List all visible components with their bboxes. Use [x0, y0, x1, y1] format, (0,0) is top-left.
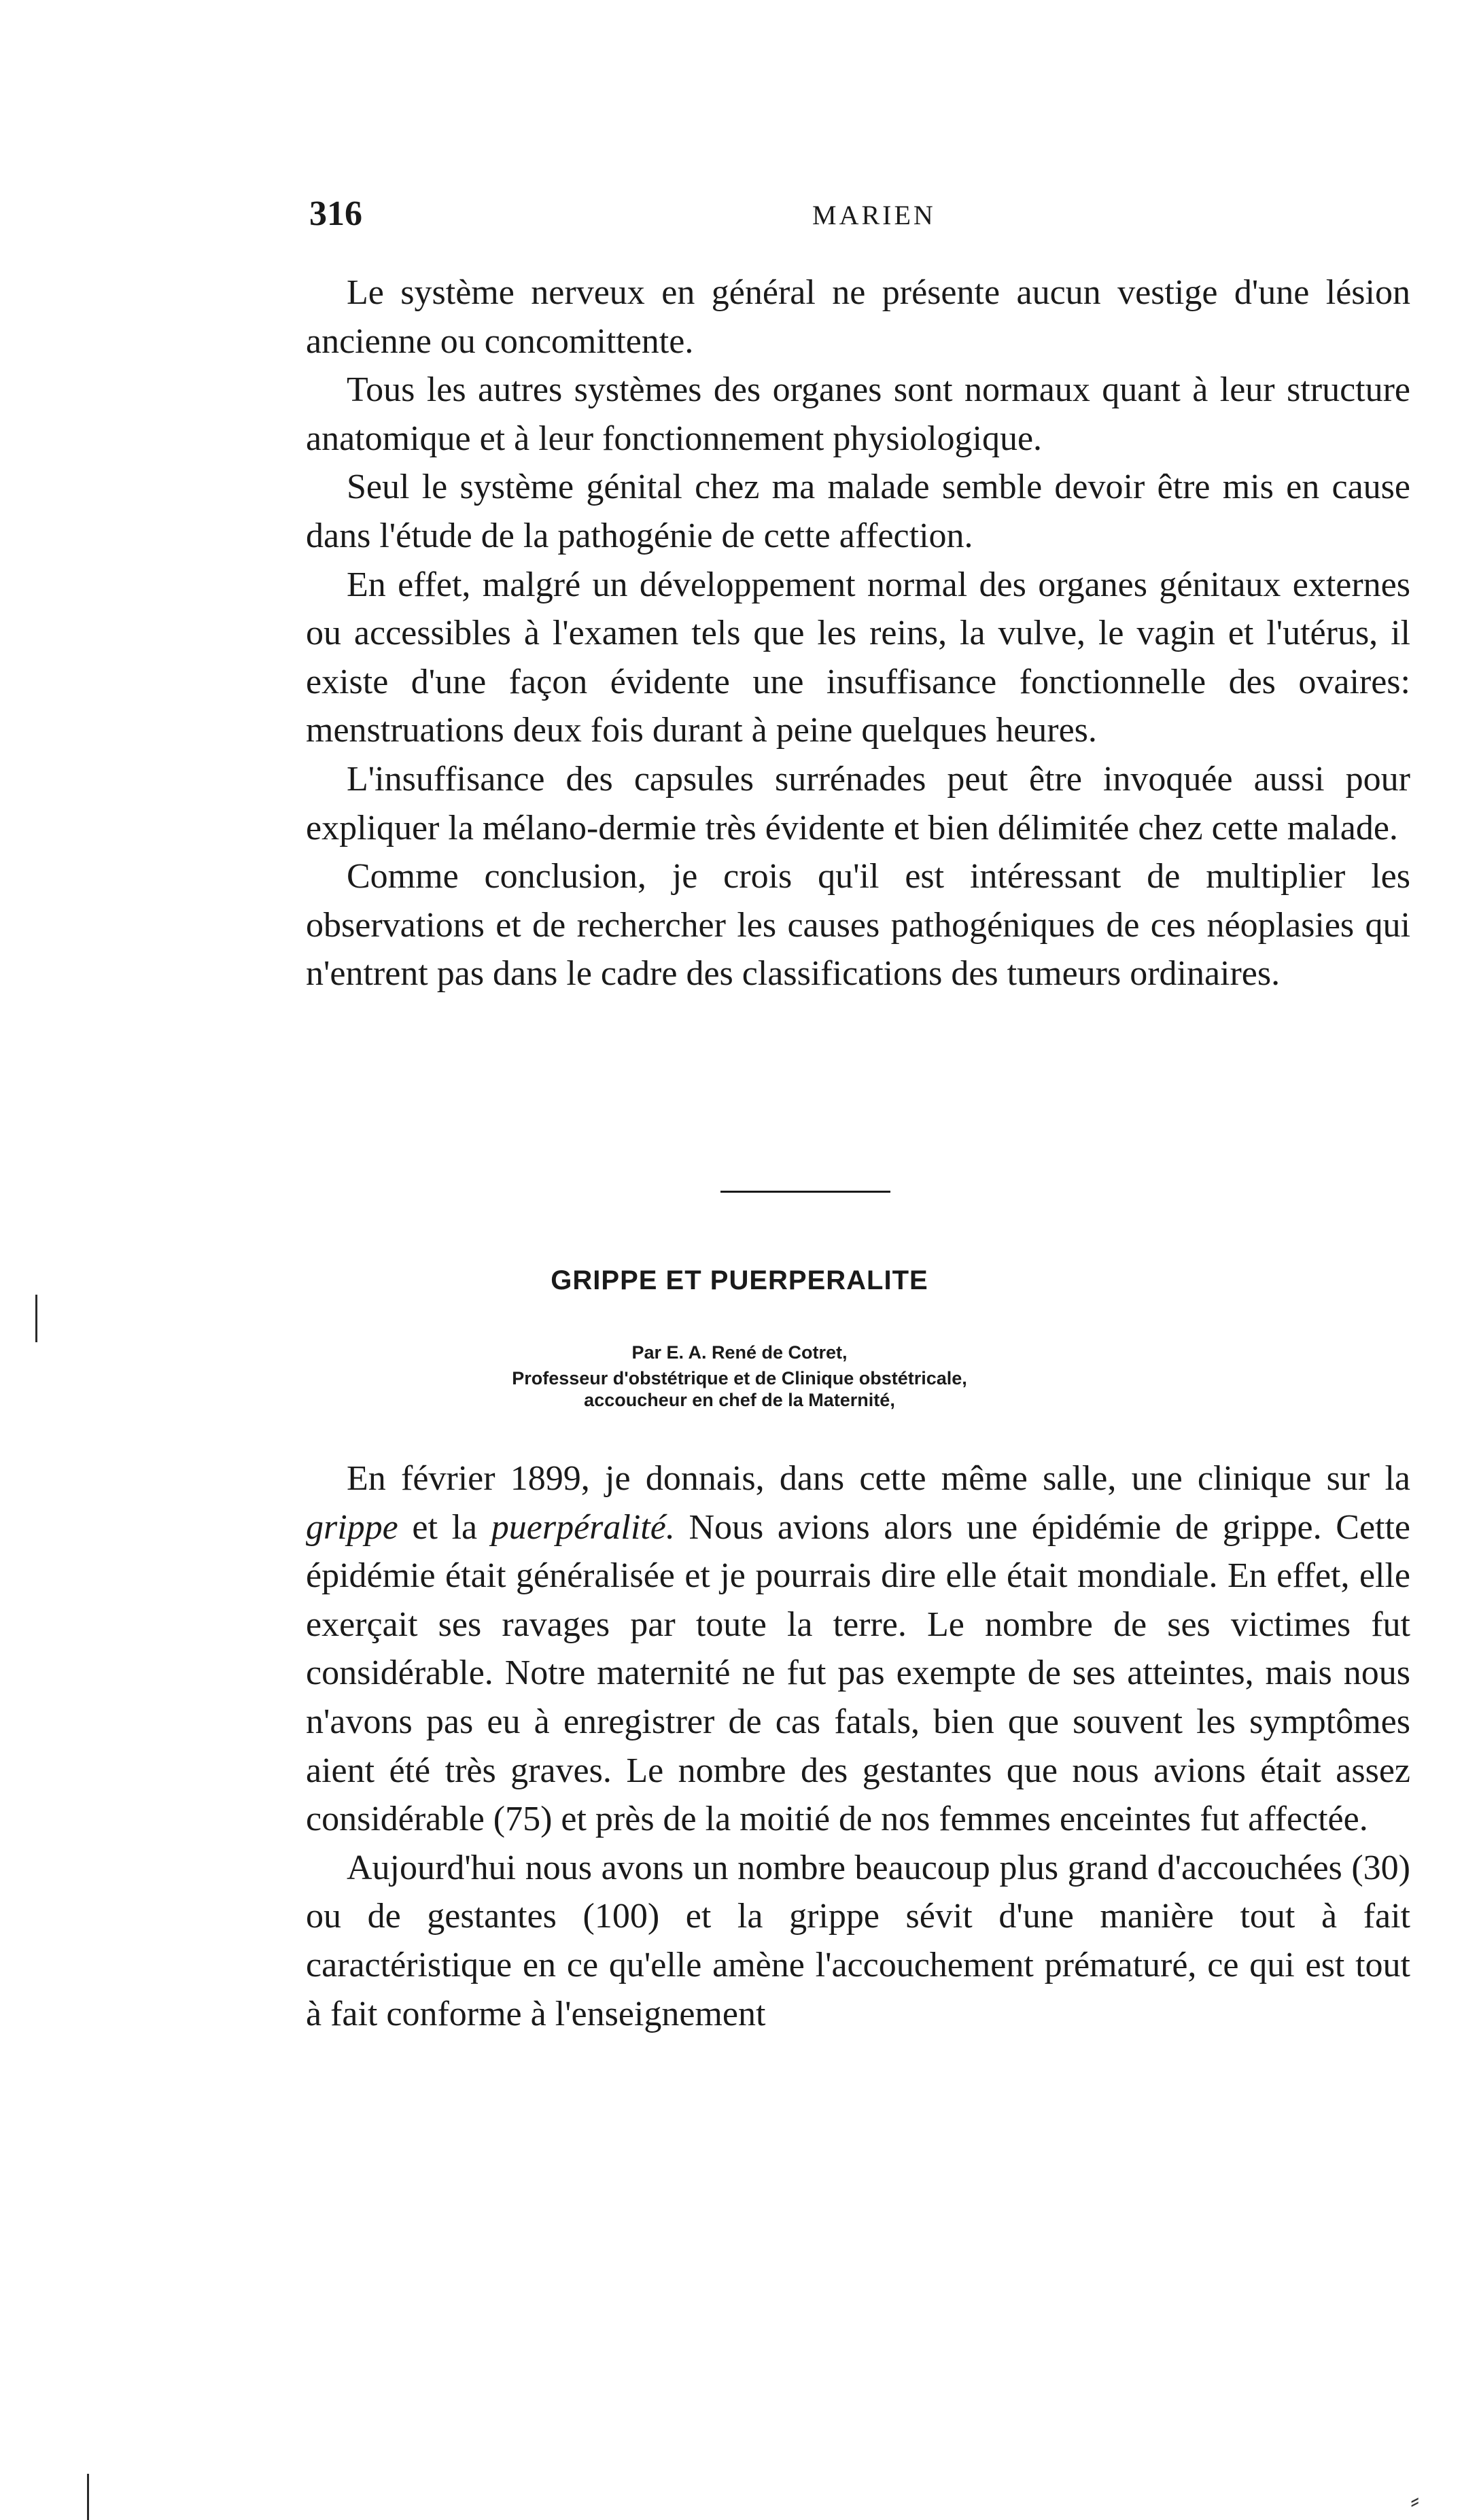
emphasis: puerpéralité.: [491, 1507, 675, 1547]
previous-article-conclusion: [306, 268, 1410, 998]
scan-corner-mark: ⸗: [1410, 2485, 1420, 2515]
paragraph: En effet, malgré un développement normal des organes génitaux externes ou accessibles à l'examen tels que les reins, la vulve, le vagin et l'utérus, il existe d'une façon évidente une insuffisance fonctionnelle des ovaires: menstruations deux fois durant à peine quelques heures.: [306, 565, 1410, 750]
section-divider: [720, 1191, 890, 1193]
paragraph: Comme conclusion, je crois qu'il est intéressant de multiplier les observations et de rechercher les causes pathogéniques de ces néoplasies qui n'entrent pas dans le cadre des classifications des tumeurs ordinaires.: [306, 857, 1410, 994]
article-title: GRIPPE ET PUERPERALITE: [551, 1265, 928, 1295]
paragraph: Seul le système génital chez ma malade semble devoir être mis en cause dans l'étude de la pathogénie de cette affection.: [306, 468, 1410, 555]
scan-margin-mark: [35, 1295, 37, 1342]
article-body: [306, 1454, 1410, 2038]
author-affiliation: [0, 1367, 1479, 1411]
page-number: 316: [309, 194, 362, 233]
paragraph: Le système nerveux en général ne présente aucun vestige d'une lésion ancienne ou concomittente.: [306, 273, 1410, 361]
running-head: MARIEN: [812, 200, 936, 230]
affiliation-line: Professeur d'obstétrique et de Clinique obstétricale,: [512, 1368, 967, 1388]
paragraph: Tous les autres systèmes des organes sont normaux quant à leur structure anatomique et à leur fonctionnement physiologique.: [306, 370, 1410, 458]
scan-margin-mark: [87, 2474, 89, 2520]
emphasis: grippe: [306, 1507, 398, 1547]
paragraph: En février 1899, je donnais, dans cette même salle, une clinique sur la grippe et la puerpéralité. Nous avions alors une épidémie de grippe. Cette épidémie était généralisée et je pourrais dire elle était mondiale. En effet, elle exerçait ses ravages par toute la terre. Le nombre de ses victimes fut considérable. Notre maternité ne fut pas exempte de ses atteintes, mais nous n'avons pas eu à enregistrer de cas fatals, bien que souvent les symptômes aient été très graves. Le nombre des gestantes que nous avions était assez considérable (75) et près de la moitié de nos femmes enceintes fut affectée.: [306, 1459, 1410, 1839]
paragraph: Aujourd'hui nous avons un nombre beaucoup plus grand d'accouchées (30) ou de gestantes (100) et la grippe sévit d'une manière tout à fait caractéristique en ce qu'elle amène l'accouchement prématuré, ce qui est tout à fait conforme à l'enseignement: [306, 1848, 1410, 2033]
author-byline: Par E. A. René de Cotret,: [631, 1342, 848, 1363]
page-header: [309, 194, 1410, 248]
affiliation-line: accoucheur en chef de la Maternité,: [584, 1390, 895, 1410]
paragraph: L'insuffisance des capsules surrénades peut être invoquée aussi pour expliquer la mélano-dermie très évidente et bien délimitée chez cette malade.: [306, 759, 1410, 847]
